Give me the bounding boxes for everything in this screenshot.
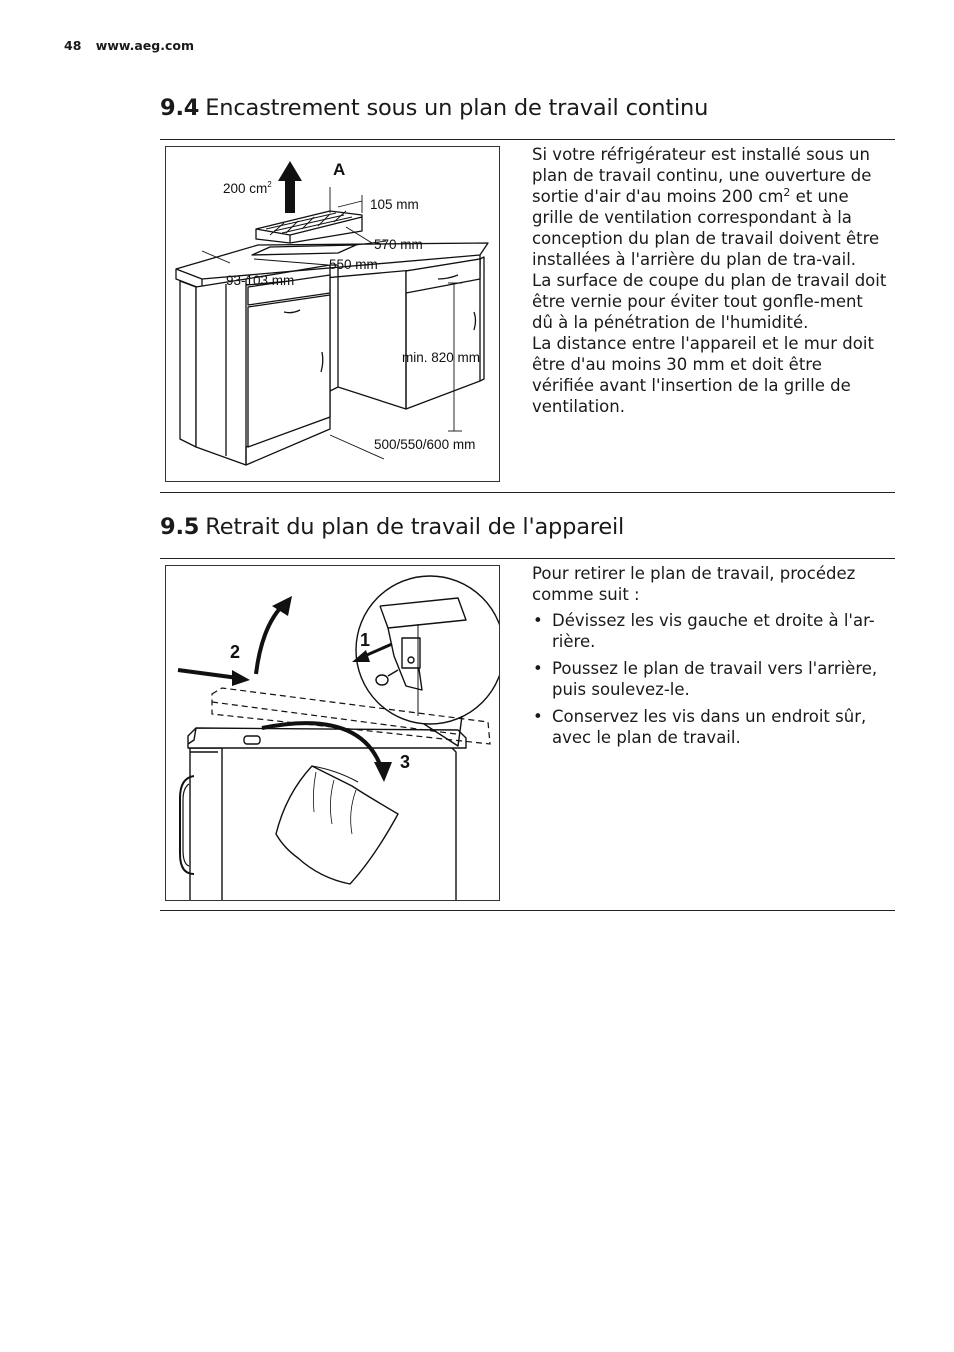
section-9-5-text <box>532 563 888 754</box>
website-url: www.aeg.com <box>95 38 194 53</box>
section-title: Encastrement sous un plan de travail continu <box>205 95 709 121</box>
list-item: • Poussez le plan de travail vers l'arrière, puis soulevez-le. <box>532 658 888 700</box>
dimension-105mm: 105 mm <box>370 197 419 212</box>
dimension-depth: 500/550/600 mm <box>374 437 476 452</box>
section-divider <box>160 492 895 493</box>
steps-list <box>532 610 888 748</box>
section-title: Retrait du plan de travail de l'appareil <box>205 514 625 540</box>
dimension-570mm: 570 mm <box>374 237 423 252</box>
section-divider <box>160 910 895 911</box>
section-9-4-text <box>532 144 888 417</box>
section-divider <box>160 558 895 559</box>
dimension-min-820mm: min. 820 mm <box>402 350 481 365</box>
paragraph: Si votre réfrigérateur est installé sous un plan de travail continu, une ouverture de sortie d'air d'au moins 200 $cm^2$ et une grille de ventilation correspondant à la conception du plan de travail doivent être installées à l'arrière du plan de tra-vail. <box>532 145 880 269</box>
area-label: 200 $cm^2$ <box>223 180 272 196</box>
step-2-label: 2 <box>230 642 241 662</box>
page-number: 48 <box>64 38 82 53</box>
section-9-5-heading <box>160 514 624 540</box>
installation-diagram <box>165 146 500 482</box>
section-number: 9.4 <box>160 95 200 121</box>
section-number: 9.5 <box>160 514 200 540</box>
label-a: A <box>333 160 346 179</box>
intro-paragraph: Pour retirer le plan de travail, procédez comme suit : <box>532 564 856 604</box>
section-divider <box>160 139 895 140</box>
paragraph: La distance entre l'appareil et le mur doit être d'au moins 30 mm et doit être vérifiée avant l'insertion de la grille de ventilation. <box>532 334 874 416</box>
step-1-label: 1 <box>360 630 371 650</box>
worktop-removal-diagram <box>165 565 500 901</box>
step-3-label: 3 <box>400 752 411 772</box>
list-item: • Conservez les vis dans un endroit sûr, avec le plan de travail. <box>532 706 888 748</box>
dimension-550mm: 550 mm <box>329 257 378 272</box>
dimension-93-103mm: 93-103 mm <box>226 273 295 288</box>
section-9-4-heading <box>160 95 708 121</box>
page-header <box>64 38 194 53</box>
paragraph: La surface de coupe du plan de travail doit être vernie pour éviter tout gonfle-ment dû à la pénétration de l'humidité. <box>532 271 887 332</box>
list-item: • Dévissez les vis gauche et droite à l'ar-rière. <box>532 610 888 652</box>
